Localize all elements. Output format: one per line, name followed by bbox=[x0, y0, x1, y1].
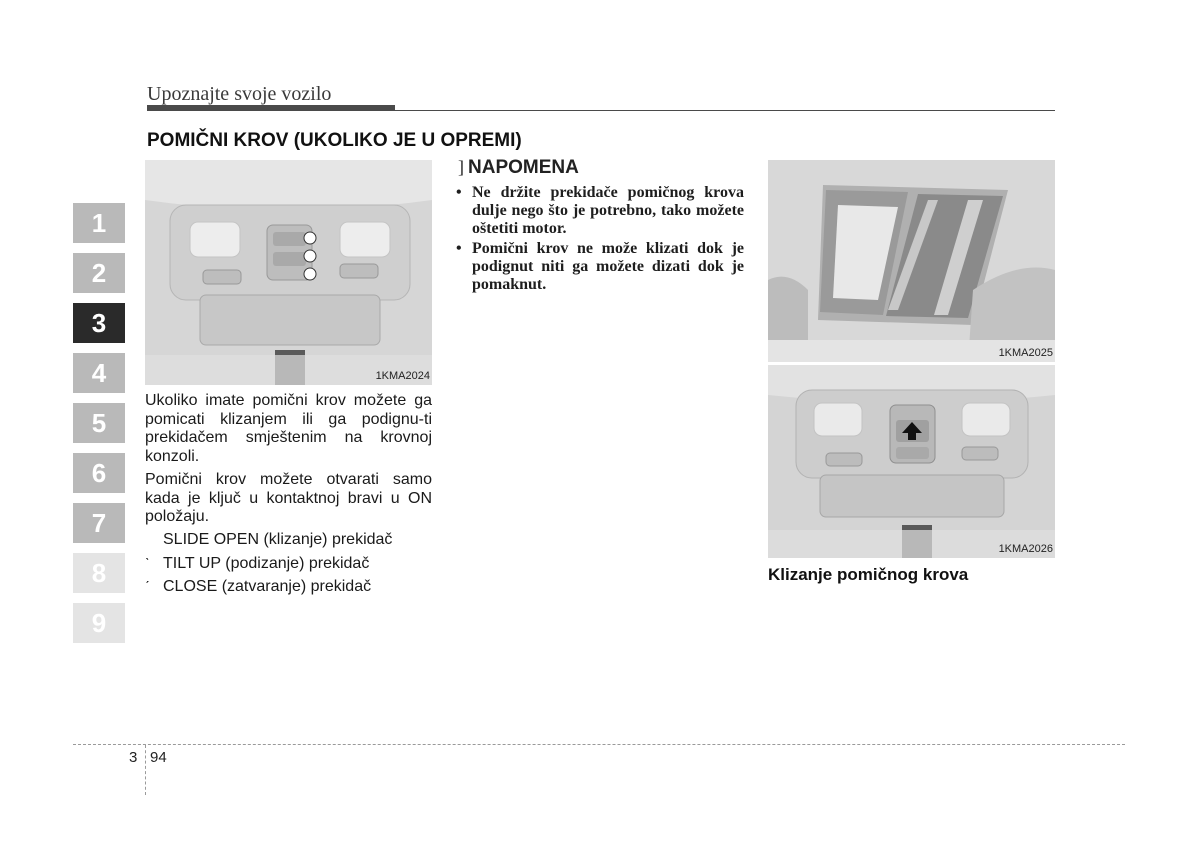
section-title: POMIČNI KROV (UKOLIKO JE U OPREMI) bbox=[147, 130, 522, 151]
footer-chapter-number: 3 bbox=[129, 749, 138, 766]
open-sunroof-photo bbox=[768, 160, 1055, 362]
footer-rule bbox=[73, 744, 1125, 745]
chapter-tab-6[interactable]: 6 bbox=[73, 453, 125, 493]
figure-code-2: 1KMA2025 bbox=[998, 347, 1053, 359]
note-heading bbox=[458, 157, 579, 179]
footer-divider bbox=[145, 745, 146, 795]
switch-list-item: ˊ CLOSE (zatvaranje) prekidač bbox=[145, 578, 372, 595]
chapter-tab-5[interactable]: 5 bbox=[73, 403, 125, 443]
slide-switch-illustration bbox=[768, 365, 1055, 558]
intro-paragraph: Ukoliko imate pomični krov možete ga pomicati klizanjem ili ga podignu-ti prekidačem smještenim na krovnoj konzoli. bbox=[145, 392, 432, 465]
note-item: • Ne držite prekidače pomičnog krova dulje nego što je potrebno, tako možete oštetiti motor. bbox=[456, 184, 744, 238]
switch-list-item: SLIDE OPEN (klizanje) prekidač bbox=[163, 531, 393, 548]
note-list bbox=[456, 184, 744, 295]
chapter-tab-9[interactable]: 9 bbox=[73, 603, 125, 643]
ignition-paragraph: Pomični krov možete otvarati samo kada je ključ u kontaktnoj bravi u ON položaju. bbox=[145, 471, 432, 525]
figure-code-3: 1KMA2026 bbox=[998, 543, 1053, 555]
footer-page-number: 94 bbox=[150, 749, 167, 766]
switch-list-item: ˋ TILT UP (podizanje) prekidač bbox=[145, 554, 370, 572]
note-symbol: ] bbox=[458, 157, 464, 177]
note-title: NAPOMENA bbox=[468, 157, 579, 178]
chapter-tab-8[interactable]: 8 bbox=[73, 553, 125, 593]
figure-caption: Klizanje pomičnog krova bbox=[768, 565, 969, 584]
chapter-tab-3[interactable]: 3 bbox=[73, 303, 125, 343]
chapter-tabs bbox=[73, 203, 125, 653]
note-item: • Pomični krov ne može klizati dok je podignut niti ga možete dizati dok je pomaknut. bbox=[456, 239, 744, 294]
running-title: Upoznajte svoje vozilo bbox=[147, 83, 332, 105]
slide-switch-photo bbox=[768, 365, 1055, 558]
chapter-tab-7[interactable]: 7 bbox=[73, 503, 125, 543]
switch-list bbox=[145, 528, 392, 599]
figure-code-1: 1KMA2024 bbox=[375, 370, 430, 382]
chapter-tab-4[interactable]: 4 bbox=[73, 353, 125, 393]
chapter-tab-2[interactable]: 2 bbox=[73, 253, 125, 293]
chapter-tab-1[interactable]: 1 bbox=[73, 203, 125, 243]
header-bar bbox=[147, 105, 395, 111]
overhead-console-illustration bbox=[145, 160, 432, 385]
header-rule bbox=[395, 110, 1055, 111]
open-sunroof-illustration bbox=[768, 160, 1055, 362]
overhead-console-photo bbox=[145, 160, 432, 385]
